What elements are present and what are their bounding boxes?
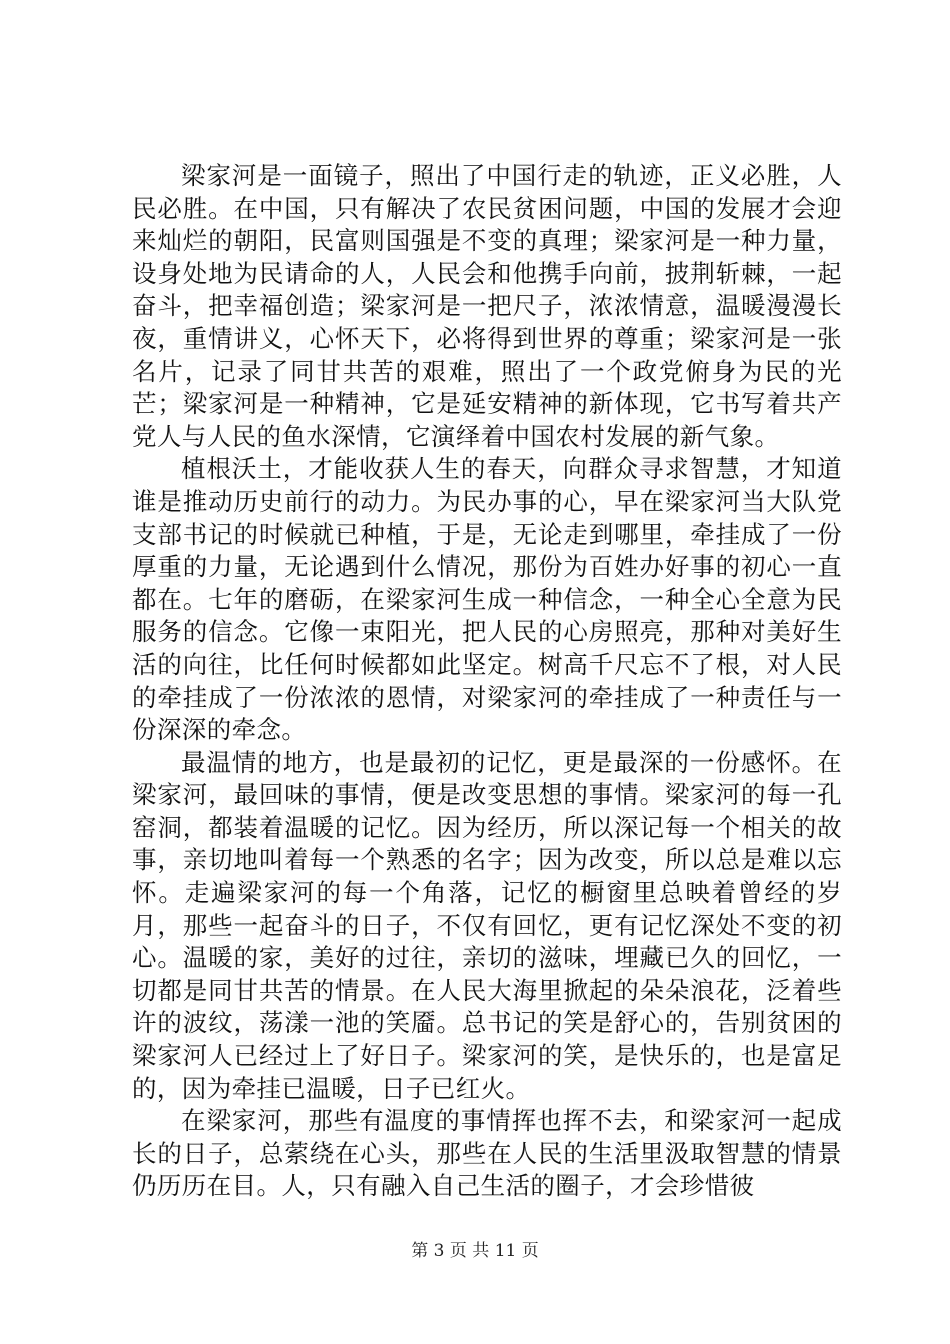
paragraph-1: 梁家河是一面镜子，照出了中国行走的轨迹，正义必胜，人民必胜。在中国，只有解决了农民贫困问题，中国的发展才会迎来灿烂的朝阳，民富则国强是不变的真理；梁家河是一种力量，设身处地为民请命的人，人民会和他携手向前，披荆斩棘，一起奋斗，把幸福创造；梁家河是一把尺子，浓浓情意，温暖漫漫长夜，重情讲义，心怀天下，必将得到世界的尊重；梁家河是一张名片，记录了同甘共苦的艰难，照出了一个政党俯身为民的光芒；梁家河是一种精神，它是延安精神的新体现，它书写着共产党人与人民的鱼水深情，它演绎着中国农村发展的新气象。 [132, 161, 842, 451]
body-text [132, 160, 842, 1203]
paragraph-2: 植根沃土，才能收获人生的春天，向群众寻求智慧，才知道谁是推动历史前行的动力。为民办事的心，早在梁家河当大队党支部书记的时候就已种植，于是，无论走到哪里，牵挂成了一份厚重的力量，无论遇到什么情况，那份为百姓办好事的初心一直都在。七年的磨砺，在梁家河生成一种信念，一种全心全意为民服务的信念。它像一束阳光，把人民的心房照亮，那种对美好生活的向往，比任何时候都如此坚定。树高千尺忘不了根，对人民的牵挂成了一份浓浓的恩情，对梁家河的牵挂成了一种责任与一份深深的牵念。 [132, 454, 842, 745]
paragraph-3: 最温情的地方，也是最初的记忆，更是最深的一份感怀。在梁家河，最回味的事情，便是改变思想的事情。梁家河的每一孔窑洞，都装着温暖的记忆。因为经历，所以深记每一个相关的故事，亲切地叫着每一个熟悉的名字；因为改变，所以总是难以忘怀。走遍梁家河的每一个角落，记忆的橱窗里总映着曾经的岁月，那些一起奋斗的日子，不仅有回忆，更有记忆深处不变的初心。温暖的家，美好的过往，亲切的滋味，埋藏已久的回忆，一切都是同甘共苦的情景。在人民大海里掀起的朵朵浪花，泛着些许的波纹，荡漾一池的笑靥。总书记的笑是舒心的，告别贫困的梁家河人已经过上了好日子。梁家河的笑，是快乐的，也是富足的，因为牵挂已温暖，日子已红火。 [132, 747, 842, 1103]
paragraph-4: 在梁家河，那些有温度的事情挥也挥不去，和梁家河一起成长的日子，总萦绕在心头，那些在人民的生活里汲取智慧的情景仍历历在目。人，只有融入自己生活的圈子，才会珍惜彼 [132, 1106, 842, 1201]
page-number-footer: 第 3 页 共 11 页 [411, 1241, 539, 1261]
